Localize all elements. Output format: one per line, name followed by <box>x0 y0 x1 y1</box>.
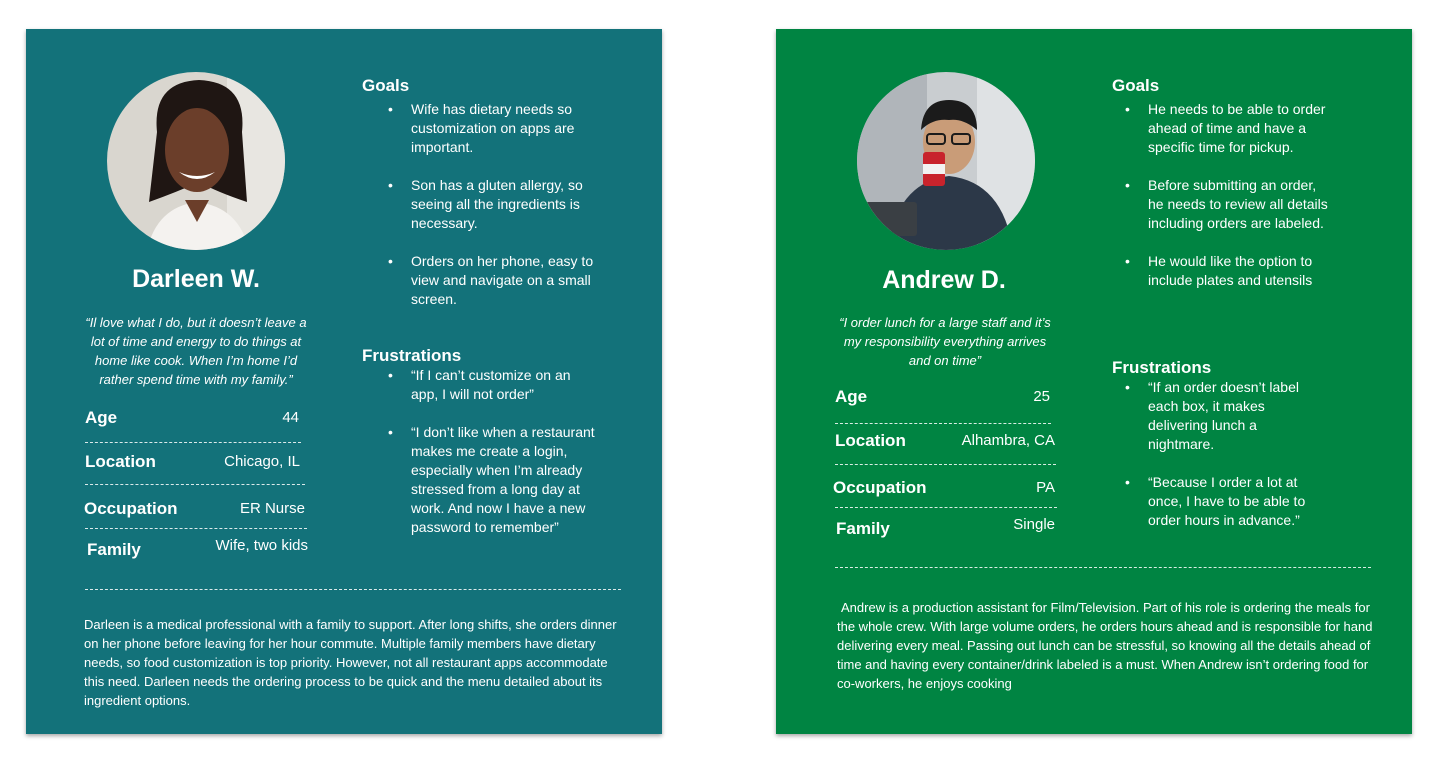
persona-card-darleen <box>26 29 662 734</box>
goals-title: Goals <box>1112 76 1160 95</box>
goals-list <box>375 100 597 328</box>
frustrations-list <box>1112 378 1322 549</box>
persona-bio: Andrew is a production assistant for Film/Television. Part of his role is ordering the meals for the whole crew. With large volume orders, he orders hours ahead and is responsible for hand delivering every meal. Passing out lunch can be stressful, so knowing all the details ahead of time and having every container/drink labeled is a must. When Andrew isn’t ordering food for co-workers, he enjoys cooking <box>837 600 1373 691</box>
list-item: • Son has a gluten allergy, so seeing all the ingredients is necessary. <box>375 176 597 233</box>
attr-family-label: Family <box>87 540 141 559</box>
divider <box>85 442 301 443</box>
attr-age-label: Age <box>85 408 118 427</box>
attr-occupation-value: PA <box>1036 479 1055 496</box>
list-item: • He needs to be able to order ahead of time and have a specific time for pickup. <box>1112 100 1328 157</box>
persona-quote: “I order lunch for a large staff and it’s my responsibility everything arrives and on time” <box>839 315 1051 368</box>
list-item: • He would like the option to include plates and utensils <box>1112 252 1328 290</box>
divider <box>835 464 1056 465</box>
attr-location-label: Location <box>85 452 156 471</box>
attr-location-value: Chicago, IL <box>224 453 300 470</box>
attr-age-value: 25 <box>1033 388 1050 405</box>
divider <box>835 507 1057 508</box>
frustrations-title: Frustrations <box>362 346 462 365</box>
persona-name: Andrew D. <box>882 266 1006 294</box>
list-item: • “If an order doesn’t label each box, it makes delivering lunch a nightmare. <box>1112 378 1322 454</box>
persona-bio: Darleen is a medical professional with a family to support. After long shifts, she orders dinner on her phone before leaving for her hour commute. Multiple family members have dietary needs, so food customization is top priority. However, not all restaurant apps accommodate this need. Darleen needs the ordering process to be quick and the menu detailed about its ingredient options. <box>84 617 617 708</box>
attr-location-label: Location <box>835 431 906 450</box>
attr-location-value: Alhambra, CA <box>961 432 1055 449</box>
goals-list <box>1112 100 1328 309</box>
list-item: • “If I can’t customize on an app, I will not order” <box>375 366 597 404</box>
list-item: • “Because I order a lot at once, I have to be able to order hours in advance.” <box>1112 473 1322 530</box>
list-item: • Before submitting an order, he needs to review all details including orders are labeled. <box>1112 176 1328 233</box>
attr-family-value: Wife, two kids <box>215 537 308 554</box>
list-item: • Orders on her phone, easy to view and navigate on a small screen. <box>375 252 597 309</box>
divider <box>85 589 621 590</box>
list-item: • Wife has dietary needs so customization on apps are important. <box>375 100 597 157</box>
divider <box>835 423 1051 424</box>
man-portrait-icon <box>857 72 1035 250</box>
persona-card-andrew <box>776 29 1412 734</box>
frustrations-title: Frustrations <box>1112 358 1212 377</box>
frustrations-list <box>375 366 597 556</box>
attr-family-label: Family <box>836 519 890 538</box>
attr-family-value: Single <box>1013 516 1055 533</box>
persona-name: Darleen W. <box>132 265 260 293</box>
goals-title: Goals <box>362 76 410 95</box>
list-item: • “I don’t like when a restaurant makes me create a login, especially when I’m already stressed from a long day at work. And now I have a new password to remember” <box>375 423 597 537</box>
divider <box>85 484 305 485</box>
attr-occupation-label: Occupation <box>833 478 927 497</box>
divider <box>835 567 1371 568</box>
attr-age-value: 44 <box>282 409 299 426</box>
divider <box>85 528 307 529</box>
avatar <box>857 72 1035 250</box>
attr-occupation-label: Occupation <box>84 499 178 518</box>
attr-occupation-value: ER Nurse <box>239 500 305 517</box>
persona-quote: “Il love what I do, but it doesn’t leave a lot of time and energy to do things at home like cook. When I’m home I’d rather spend time with my family.” <box>85 315 307 387</box>
avatar <box>107 72 285 250</box>
attr-age-label: Age <box>835 387 868 406</box>
woman-portrait-icon <box>107 72 285 250</box>
